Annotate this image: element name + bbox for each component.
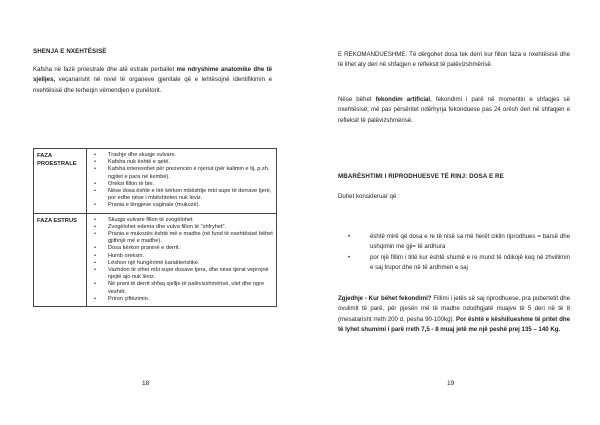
page-number: 19 [447,380,455,387]
stage-signs-cell [87,213,277,306]
section-heading: SHENJA E NXEHTËSISË [33,48,107,55]
list-item: • Priron çiftëzimin. [90,296,273,303]
emphasis-text: Por është e këshillueshme të pritet dhe të lyhet shumimi i parë rreth 7,5 - 8 muaj jetë me një peshë prej 135 – 140 Kg. [338,315,570,333]
list-item: • por një fillim i tillë kur është shumë e re mund të ndikojë keq në zhvillimin e saj trupor dhe në të ardhmen e saj [338,253,570,274]
consideration-list [338,232,570,273]
list-item: • Prania e lëngjeve vaginale (mukozë). [90,202,273,209]
section-heading: MBARËSHTIMI I RIPRODHUESVE TË RINJ: DOSA E RE [338,173,504,180]
list-item: • Zvogëlohet edema dhe vulva fillon të "shfryhet". [90,224,273,231]
list-item: • Dosa kërkon praninë e derrit. [90,245,273,252]
list-item: • është mirë që dosa e re të nisë sa më herët ciklin riprodhues = barsë dhe ushqimin me gji= të ardhura [338,232,570,253]
consider-line: Duhet konsideruar që : [338,193,400,200]
stage-signs-cell [87,149,277,214]
right-page [300,0,600,425]
selection-paragraph: Zgjedhje - Kur bëhet fekondimi? Fillimi i jetës së saj riprodhuese, pra pubertetit dhe ovulimit të parë, për pjesën më të madhe ndodhgjatë muajve të 5 deri në të 8 (mesatarisht rreth 200 d, pesha 90-100kg). Por është e këshillueshme të pritet dhe të lyhet shumimi i parë rreth 7,5 - 8 muaj jetë me një peshë prej 135 – 140 Kg. [338,295,570,333]
list-item: • Trashje dhe skuqje vulvare. [90,152,273,159]
list-item: • Oreksi fillon të bie. [90,181,273,188]
list-item: • Në prani të derrit shfaq sjellje të palëvizshmërisë, ulet dhe ngre veshët. [90,281,273,295]
list-item: • Lëshon një hungërimë karakteristike. [90,260,273,267]
list-item: • Skuqja vulvare fillon të zvogëlohet [90,217,273,224]
stage-name-cell: FAZA ESTRUS [34,213,87,306]
list-item: • Nëse dosa është e lirë kërkon mbështje mbi supe të derrave tjerë, por edhe nëse i mbështeten nuk lëviz. [90,188,273,202]
intro-emphasis: me ndryshime anatomike dhe të sjelljes, [33,66,272,84]
list-item: • Vazhdon të vihet mbi supe dosave tjera, dhe nëse tjerat veprojnë njejtë ajo nuk lëviz. [90,267,273,281]
page-number: 18 [142,380,150,387]
table-row [34,149,277,214]
list-item: • Humb oreksin. [90,253,273,260]
recommendation-paragraph: E REKOMANDUESHME: Të dërgohet dosa tek derri kur fillon faza e nxehtësisë dhe të lihet aty deri në shfaqjen e refleksit të palëvizshmërisë. [338,51,570,69]
emphasis-text: fekondim artificial [375,96,431,103]
emphasis-text: Zgjedhje - Kur bëhet fekondimi? [338,295,432,302]
intro-paragraph: Kafsha në fazë proestrale dhe atë estrale perballet me ndryshime anatomike dhe të sjelljes, veçanarisht në nivel të organeve gjenitale që e lehtësojnë identifikimin e nxehtësisë dhe terheqin vëmendjen e punëtorit. [33,66,272,94]
list-item: • Prania e mukozës është më e madhe (në fund të nxehtësisë bëhet gjithnjë më e madhe). [90,231,273,245]
list-item: • Kafsha nuk është e qetë. [90,159,273,166]
heat-stages-table [33,148,277,307]
artificial-insemination-paragraph: Nëse bëhet fekondim artificial, fekondimi i parë në momentin e shfaqjes së nxehtësisë; më pas përsëritet ndërhyrja fekonduese pas 24 orësh deri në shfaqjen e refleksit të palëvizshmërisë. [338,96,570,124]
list-item: • Kafsha interesohet për prezencën e njeriut (për kalimin e tij, p.sh. ngjitet e para në kembë). [90,166,273,180]
stage-name-cell: FAZA PROESTRALE [34,149,87,214]
table-row [34,213,277,306]
